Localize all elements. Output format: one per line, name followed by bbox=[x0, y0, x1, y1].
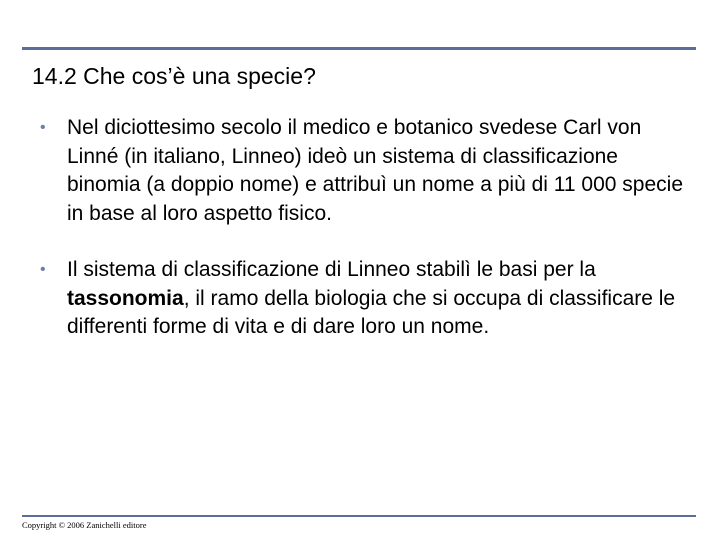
copyright-footer: Copyright © 2006 Zanichelli editore bbox=[22, 520, 147, 530]
bullet-item-linneo bbox=[40, 114, 690, 228]
bullet-text-after: , il ramo della biologia che si occupa di classificare le differenti forme di vita e di dare loro un nome. bbox=[67, 286, 676, 338]
bullet-bold-term: tassonomia bbox=[67, 286, 184, 310]
title-rule bbox=[22, 47, 696, 50]
footer-rule bbox=[22, 515, 696, 517]
bullet-text-before: Il sistema di classificazione di Linneo stabilì le basi per la bbox=[67, 258, 596, 281]
slide-title: 14.2 Che cos’è una specie? bbox=[32, 63, 316, 89]
bullet-item-tassonomia bbox=[40, 256, 690, 342]
bullet-dot-icon: • bbox=[40, 261, 46, 278]
bullet-dot-icon: • bbox=[40, 119, 46, 136]
bullet-text: Nel diciottesimo secolo il medico e botanico svedese Carl von Linné (in italiano, Linneo) ideò un sistema di classificazione binomia (a doppio nome) e attribuì un nome a più di 11 000 specie in base al loro aspetto fisico. bbox=[67, 116, 684, 225]
bullet-list bbox=[40, 114, 690, 370]
